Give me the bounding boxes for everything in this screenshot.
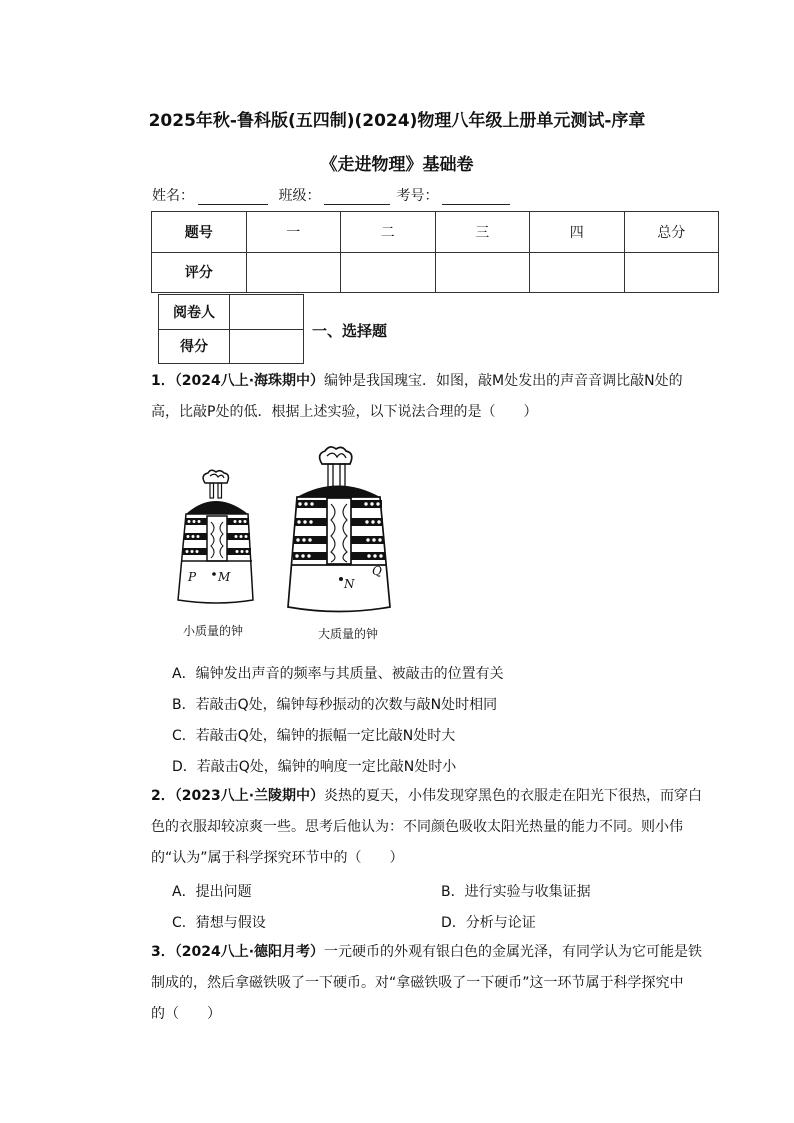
score-column-3: 三 [435,212,530,253]
bells-figure [170,440,410,650]
question-source: （2023八上·兰陵期中） [174,788,325,804]
q1-option-c[interactable]: C．若敲击Q处，编钟的振幅一定比敲N处时大 [172,728,456,744]
question-number: 2． [151,788,175,804]
q2-option-d[interactable]: D．分析与论证 [441,915,536,931]
score-column-1: 一 [246,212,341,253]
question-number: 3． [151,944,175,960]
score-header-row [152,212,719,253]
class-blank[interactable] [324,190,390,205]
score-table [151,211,719,293]
q2-option-c[interactable]: C．猜想与假设 [172,915,266,931]
score-cell[interactable] [341,252,436,293]
small-bell-caption: 小质量的钟 [183,624,244,638]
question-stem-line: 炎热的夏天，小伟发现穿黑色的衣服走在阳光下很热，而穿白 [324,788,703,804]
question-2-stem [151,781,721,874]
question-stem-line: 的（ ） [151,1006,221,1022]
grader-table [158,294,304,364]
id-blank[interactable] [442,190,510,205]
reviewer-label: 阅卷人 [159,295,230,330]
question-number: 1． [151,373,175,389]
bell-label-q: Q [372,564,382,578]
score-column-4: 四 [530,212,625,253]
question-source: （2024八上·德阳月考） [174,944,325,960]
q1-option-a[interactable]: A．编钟发出声音的频率与其质量、被敲击的位置有关 [172,666,504,682]
q1-option-d[interactable]: D．若敲击Q处，编钟的响度一定比敲N处时小 [172,759,457,775]
id-label: 考号： [396,188,439,204]
question-stem-line: 编钟是我国瑰宝．如图，敲M处发出的声音音调比敲N处的 [324,373,683,389]
question-number-label: 题号 [152,212,247,253]
q1-option-b[interactable]: B．若敲击Q处，编钟每秒振动的次数与敲N处时相同 [172,697,498,713]
name-blank[interactable] [198,190,268,205]
bell-label-p: P [188,570,197,584]
question-stem-line: 一元硬币的外观有银白色的金属光泽，有同学认为它可能是铁 [324,944,703,960]
large-bell-caption: 大质量的钟 [318,627,379,641]
question-stem-line: 的“认为”属于科学探究环节中的（ ） [151,850,404,866]
question-source: （2024八上·海珠期中） [174,373,325,389]
score-value-row [152,252,719,293]
q2-option-a[interactable]: A．提出问题 [172,884,252,900]
grader-score-cell[interactable] [230,329,304,364]
section-title: 一、选择题 [312,322,388,340]
q2-option-b[interactable]: B．进行实验与收集证据 [441,884,591,900]
reviewer-cell[interactable] [230,295,304,330]
score-cell[interactable] [624,252,719,293]
document-title-line1: 2025年秋-鲁科版(五四制)(2024)物理八年级上册单元测试-序章 [148,111,646,131]
document-title-line2: 《走进物理》基础卷 [320,155,474,175]
student-info-row [152,185,516,205]
score-column-2: 二 [341,212,436,253]
score-cell[interactable] [530,252,625,293]
class-label: 班级： [278,188,321,204]
name-label: 姓名： [152,188,194,204]
bell-label-m: M [218,570,231,584]
grader-score-label: 得分 [159,329,230,364]
score-row-label: 评分 [152,252,247,293]
score-column-total: 总分 [624,212,719,253]
score-cell[interactable] [246,252,341,293]
question-stem-line: 制成的，然后拿磁铁吸了一下硬币。对“拿磁铁吸了一下硬币”这一环节属于科学探究中 [151,975,684,991]
large-bell-illustration [288,447,390,612]
question-stem-line: 高，比敲P处的低．根据上述实验，以下说法合理的是（ ） [151,404,538,420]
question-3-stem [151,937,721,1030]
score-cell[interactable] [435,252,530,293]
question-1-stem [151,366,721,428]
question-stem-line: 色的衣服却较凉爽一些。思考后他认为：不同颜色吸收太阳光热量的能力不同。则小伟 [151,819,683,835]
bell-label-n: N [344,577,355,591]
